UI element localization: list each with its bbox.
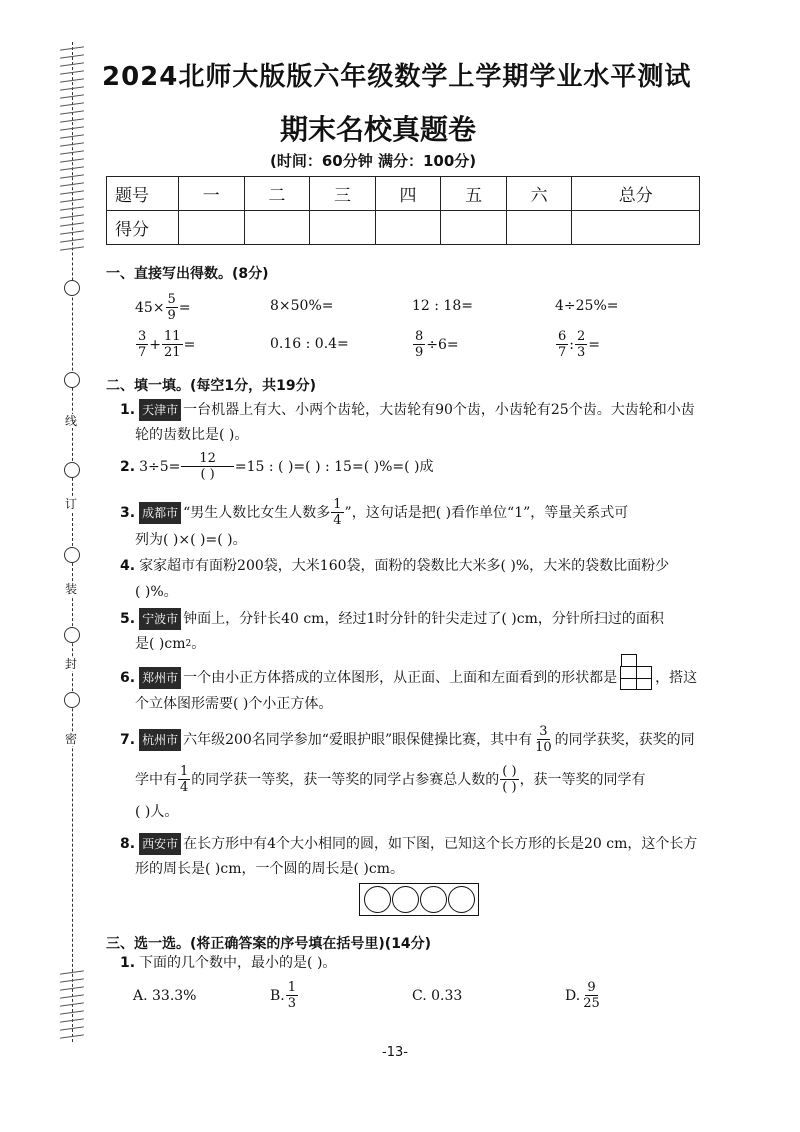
question-text: 六年级200名同学参加“爱眼护眼”眼保健操比赛，其中有 xyxy=(183,731,533,748)
fraction xyxy=(581,980,602,1011)
question-number: 4. xyxy=(120,558,136,574)
city-tag: 西安市 xyxy=(139,833,181,855)
question-text: 一台机器上有大、小两个齿轮，大齿轮有90个齿，小齿轮有25个齿。大齿轮和小齿 xyxy=(183,402,695,418)
binding-hole xyxy=(64,372,80,388)
expr-text: ÷6= xyxy=(426,336,459,353)
score-cell[interactable] xyxy=(244,211,310,245)
binding-hole xyxy=(64,547,80,563)
binding-hole xyxy=(64,462,80,478)
binding-char: 封 xyxy=(65,657,78,671)
page-number: -13- xyxy=(382,1045,408,1060)
binding-hole xyxy=(64,692,80,708)
expression-4: 4÷25%= xyxy=(555,298,619,314)
numerator: 9 xyxy=(587,980,596,995)
numerator: 12 xyxy=(181,451,234,467)
denominator: ( ) xyxy=(200,467,215,482)
denominator: 9 xyxy=(167,308,176,323)
question-2-4 xyxy=(120,556,669,576)
numerator: 5 xyxy=(167,292,176,307)
denominator: 9 xyxy=(415,345,424,360)
option-b[interactable] xyxy=(270,980,299,1011)
question-text: 列为( )×( )=( )。 xyxy=(135,532,247,548)
question-2-8 xyxy=(120,833,697,855)
rectangle-with-circles-figure xyxy=(359,883,479,916)
numerator: 2 xyxy=(577,329,586,344)
denominator: 3 xyxy=(287,996,297,1011)
page-title: 2024北师大版版六年级数学上学期学业水平测试 xyxy=(102,62,692,92)
binding-char: 装 xyxy=(65,582,78,596)
binding-char: 订 xyxy=(65,497,78,511)
circle-shape xyxy=(420,886,447,913)
question-number: 5. xyxy=(120,611,136,627)
fraction xyxy=(556,329,568,360)
city-tag: 杭州市 xyxy=(139,729,181,751)
table-cell: 得分 xyxy=(107,211,179,245)
option-label: B. xyxy=(270,987,285,1004)
expression-1 xyxy=(135,292,191,323)
denominator: 10 xyxy=(535,740,552,755)
expression-3: 12 : 18= xyxy=(412,298,473,314)
question-text: 形的周长是( )cm，一个圆的周长是( )cm。 xyxy=(135,861,404,877)
fraction xyxy=(136,329,148,360)
question-3-1 xyxy=(120,953,336,973)
circle-shape xyxy=(392,886,419,913)
question-2-7 xyxy=(120,724,695,755)
fraction xyxy=(166,292,178,323)
question-number: 1. xyxy=(120,955,136,971)
option-c[interactable]: C. 0.33 xyxy=(412,988,463,1004)
question-text: 。 xyxy=(191,636,206,652)
numerator: 1 xyxy=(180,764,189,779)
numerator: 8 xyxy=(415,329,424,344)
question-number: 7. xyxy=(120,731,136,748)
score-cell[interactable] xyxy=(179,211,245,245)
question-text: 个立体图形需要( )个小正方体。 xyxy=(135,696,333,712)
expr-text: = xyxy=(183,336,196,353)
question-2-6 xyxy=(120,666,697,690)
question-number: 8. xyxy=(120,836,136,852)
city-tag: 天津市 xyxy=(139,399,181,421)
expression-5 xyxy=(135,329,195,360)
denominator: 7 xyxy=(138,345,147,360)
score-cell[interactable] xyxy=(310,211,376,245)
table-cell: 三 xyxy=(310,177,376,211)
table-cell: 题号 xyxy=(107,177,179,211)
figure-top-square xyxy=(621,654,637,667)
question-number: 2. xyxy=(120,458,136,475)
table-cell: 五 xyxy=(441,177,507,211)
option-a[interactable]: A. 33.3% xyxy=(133,988,197,1004)
question-text: =15 : ( )=( ) : 15=( )%=( )成 xyxy=(234,458,434,475)
table-row xyxy=(107,177,700,211)
question-text xyxy=(135,634,205,654)
question-text: 下面的几个数中，最小的是( )。 xyxy=(139,955,337,971)
city-tag: 宁波市 xyxy=(139,608,181,630)
question-text: ”，这句话是把( )看作单位“1”，等量关系式可 xyxy=(344,504,629,521)
numerator: 1 xyxy=(333,497,342,512)
table-cell: 二 xyxy=(244,177,310,211)
option-d[interactable] xyxy=(565,980,603,1011)
table-cell: 一 xyxy=(179,177,245,211)
question-text: 3÷5= xyxy=(139,458,181,475)
score-cell[interactable] xyxy=(441,211,507,245)
expr-text: 45× xyxy=(135,299,165,316)
question-2-2 xyxy=(120,451,433,482)
question-text: 在长方形中有4个大小相同的圆，如下图，已知这个长方形的长是20 cm，这个长方 xyxy=(183,836,698,852)
numerator: 3 xyxy=(539,724,548,739)
denominator: 21 xyxy=(164,345,181,360)
score-cell[interactable] xyxy=(375,211,441,245)
table-row xyxy=(107,211,700,245)
question-text: ( )%。 xyxy=(135,584,178,600)
three-view-figure-icon xyxy=(620,666,652,690)
score-cell[interactable] xyxy=(506,211,572,245)
expr-text: = xyxy=(178,299,191,316)
fraction xyxy=(178,764,190,795)
question-2-5 xyxy=(120,608,664,630)
question-number: 1. xyxy=(120,402,136,418)
question-text: ( )人。 xyxy=(135,804,179,820)
answer-fraction xyxy=(500,764,518,795)
question-text: “男生人数比女生人数多 xyxy=(183,504,331,521)
denominator: 7 xyxy=(558,345,567,360)
question-text: 学中有 xyxy=(135,771,177,788)
numerator: 11 xyxy=(164,329,181,344)
fraction xyxy=(331,497,343,528)
question-text: 钟面上，分针长40 cm，经过1时分针的针尖走过了( )cm，分针所扫过的面积 xyxy=(183,611,664,627)
circle-shape xyxy=(364,886,391,913)
question-number: 3. xyxy=(120,504,136,521)
fraction xyxy=(181,451,234,482)
question-text xyxy=(135,764,646,795)
table-cell: 总分 xyxy=(572,177,700,211)
score-cell[interactable] xyxy=(572,211,700,245)
denominator: 25 xyxy=(583,996,600,1011)
question-text: 轮的齿数比是( )。 xyxy=(135,427,249,443)
section3-heading: 三、选一选。(将正确答案的序号填在括号里)(14分) xyxy=(106,936,432,952)
expression-7 xyxy=(412,329,459,360)
fraction xyxy=(413,329,425,360)
binding-strip xyxy=(58,42,88,1042)
fraction xyxy=(286,980,298,1011)
numerator: 3 xyxy=(138,329,147,344)
numerator: 1 xyxy=(287,980,297,995)
denominator: 3 xyxy=(577,345,586,360)
exam-info: (时间：60分钟 满分：100分) xyxy=(270,152,477,170)
denominator: ( ) xyxy=(502,780,517,795)
expression-6: 0.16 : 0.4= xyxy=(270,336,349,352)
binding-hole xyxy=(64,627,80,643)
expr-text: : xyxy=(569,336,574,353)
question-text: 的同学获一等奖，获一等奖的同学占参赛总人数的 xyxy=(191,771,500,788)
fraction xyxy=(575,329,587,360)
binding-hole xyxy=(64,280,80,296)
numerator: ( ) xyxy=(502,764,517,779)
table-cell: 六 xyxy=(506,177,572,211)
question-text: 的同学获奖，获奖的同 xyxy=(554,731,695,748)
table-cell: 四 xyxy=(375,177,441,211)
numerator: 6 xyxy=(558,329,567,344)
binding-char: 密 xyxy=(65,732,78,746)
section1-heading: 一、直接写出得数。(8分) xyxy=(106,266,269,282)
question-text: ，获一等奖的同学有 xyxy=(519,771,646,788)
section2-heading: 二、填一填。(每空1分，共19分) xyxy=(106,378,317,394)
question-2-1 xyxy=(120,399,695,421)
expression-8 xyxy=(555,329,600,360)
binding-char: 线 xyxy=(65,414,78,428)
city-tag: 郑州市 xyxy=(139,667,181,689)
question-number: 6. xyxy=(120,670,136,686)
page-title-line2: 期末名校真题卷 xyxy=(280,113,477,146)
question-2-3 xyxy=(120,497,628,528)
fraction xyxy=(533,724,554,755)
question-text: 是( )cm xyxy=(135,636,186,652)
score-table xyxy=(106,176,700,245)
question-text: ，搭这 xyxy=(655,670,698,686)
expr-text: + xyxy=(149,336,162,353)
option-label: D. xyxy=(565,987,581,1004)
expression-2: 8×50%= xyxy=(270,298,334,314)
city-tag: 成都市 xyxy=(139,502,181,524)
question-text: 家家超市有面粉200袋，大米160袋，面粉的袋数比大米多( )%，大米的袋数比面粉少 xyxy=(139,558,670,574)
circle-shape xyxy=(448,886,475,913)
fraction xyxy=(162,329,183,360)
denominator: 4 xyxy=(180,780,189,795)
question-text: 一个由小正方体搭成的立体图形，从正面、上面和左面看到的形状都是 xyxy=(183,670,618,686)
expr-text: = xyxy=(588,336,601,353)
denominator: 4 xyxy=(333,513,342,528)
superscript: 2 xyxy=(185,639,192,649)
